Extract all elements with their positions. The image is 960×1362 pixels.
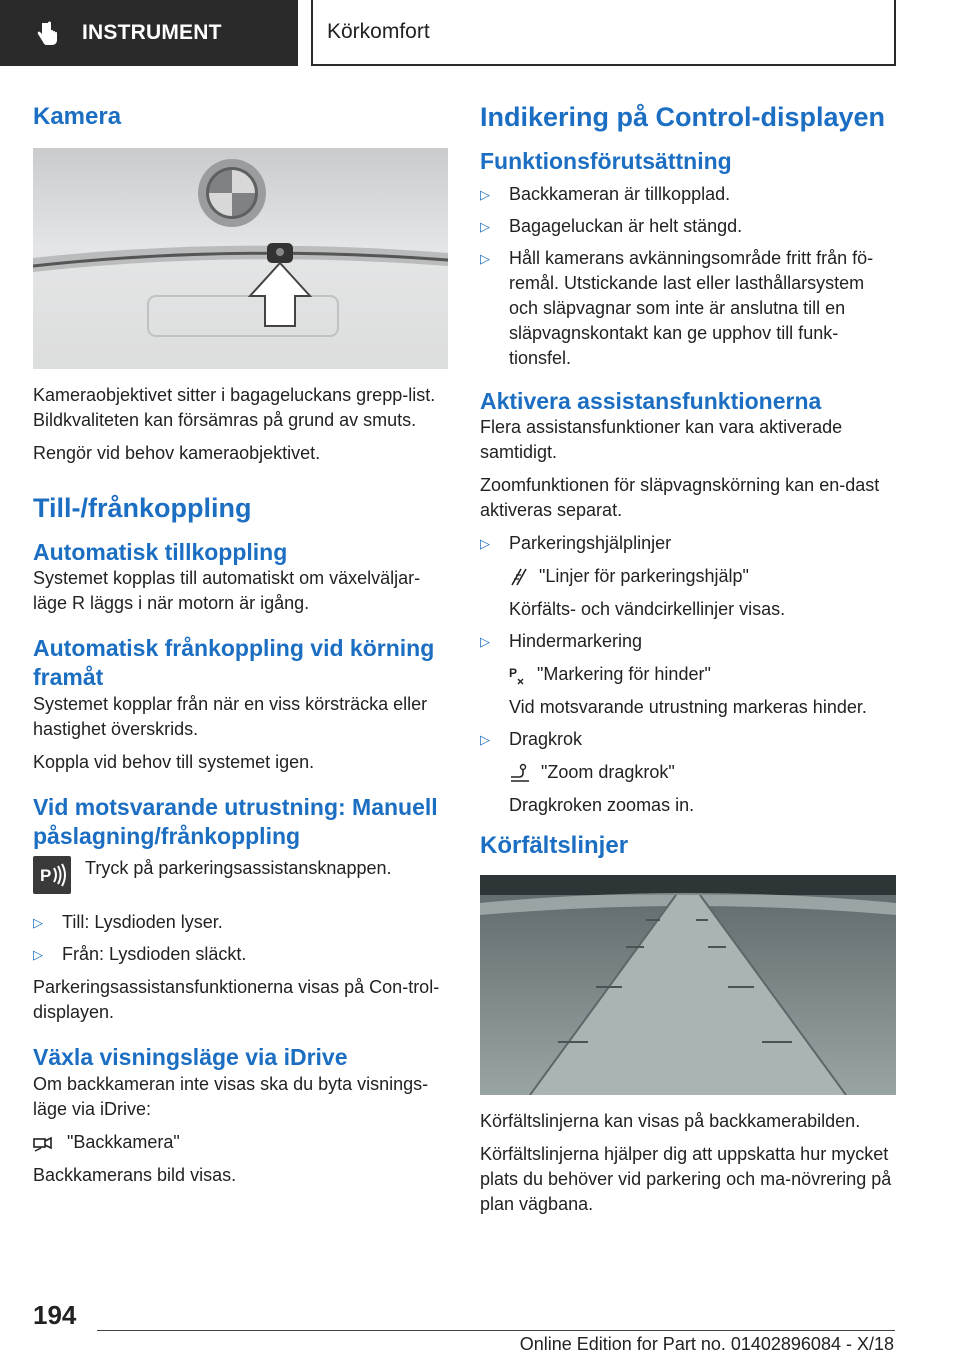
parking-lines-icon	[509, 567, 529, 587]
function-title: Dragkrok	[509, 729, 583, 750]
triangle-bullet-icon: ▷	[480, 732, 490, 748]
camera-heading: Kamera	[33, 103, 122, 130]
chapter-label: Körkomfort	[327, 20, 430, 43]
manual-list	[33, 910, 448, 967]
triangle-bullet-icon: ▷	[33, 947, 43, 963]
obstacle-marking-icon	[509, 665, 527, 685]
function-title: Parkeringshjälplinjer	[509, 533, 672, 554]
svg-text:P: P	[509, 665, 518, 680]
triangle-bullet-icon: ▷	[33, 915, 43, 931]
function-option-row: P "Markering för hinder"	[509, 664, 711, 685]
section-label: INSTRUMENT	[82, 21, 222, 44]
camera-text-2: Rengör vid behov kameraobjektivet.	[33, 442, 321, 463]
manual-heading: Vid motsvarande utrustning: Manuell påslagning/frånkoppling	[33, 793, 438, 849]
function-option-row: "Zoom dragkrok"	[509, 760, 896, 785]
triangle-bullet-icon: ▷	[480, 218, 490, 234]
function-option-row: "Linjer för parkeringshjälp"	[509, 564, 896, 589]
triangle-bullet-icon: ▷	[480, 536, 490, 552]
right-column	[480, 95, 896, 1225]
auto-on-heading: Automatisk tillkoppling	[33, 538, 288, 565]
list-item: ▷ Bagageluckan är helt stängd.	[480, 214, 896, 239]
triangle-bullet-icon: ▷	[480, 250, 490, 266]
function-result: Vid motsvarande utrustning markeras hinder.	[509, 697, 867, 718]
footer-divider	[97, 1330, 895, 1331]
list-item	[480, 629, 896, 720]
page-number: 194	[33, 1300, 77, 1330]
list-item: ▷ Till: Lysdioden lyser.	[33, 910, 448, 935]
triangle-bullet-icon: ▷	[480, 186, 490, 202]
triangle-bullet-icon: ▷	[480, 634, 490, 650]
idrive-heading: Växla visningsläge via iDrive	[33, 1044, 348, 1071]
hitch-zoom-icon	[509, 763, 531, 783]
auto-on-text: Systemet kopplas till automatiskt om växelväljar-läge R läggs i när motorn är igång.	[33, 568, 421, 614]
backup-camera-icon	[33, 1133, 57, 1153]
camera-photo	[33, 148, 448, 369]
list-item	[480, 727, 896, 818]
manual-button-text: Tryck på parkeringsassistansknappen.	[85, 858, 392, 879]
lanes-text-1: Körfältslinjerna kan visas på backkamerabilden.	[480, 1111, 861, 1132]
activate-text-1: Flera assistansfunktioner kan vara aktiverade samtidigt.	[480, 417, 843, 463]
svg-text:P: P	[40, 866, 52, 886]
idrive-option-row	[33, 1130, 448, 1155]
auto-off-heading: Automatisk frånkoppling vid körning framåt	[33, 635, 435, 691]
function-title: Hindermarkering	[509, 631, 643, 652]
hand-pointer-icon	[36, 21, 58, 45]
camera-text-1: Kameraobjektivet sitter i bagageluckans grepp-list. Bildkvaliteten kan försämras på grund av smuts.	[33, 384, 436, 430]
lanes-text-2: Körfältslinjerna hjälper dig att uppskatta hur mycket plats du behöver vid parkering och ma-növrering på plan vägbana.	[480, 1144, 892, 1215]
idrive-text: Om backkameran inte visas ska du byta visnings-läge via iDrive:	[33, 1074, 429, 1120]
auto-off-text-1: Systemet kopplar från när en viss körsträcka eller hastighet överskrids.	[33, 693, 428, 739]
idrive-result: Backkamerans bild visas.	[33, 1165, 237, 1186]
section-tab	[0, 0, 298, 66]
list-item: ▷ Håll kamerans avkänningsområde fritt från fö-remål. Utstickande last eller lasthållarsystem och släpvagnar som inte är anslutna till en släpvagnskontakt kan ge upphov till funk-tionsfel.	[480, 247, 874, 368]
list-item	[480, 531, 896, 622]
switch-heading: Till-/frånkoppling	[33, 492, 252, 523]
manual-after-text: Parkeringsassistansfunktionerna visas på Con-trol-displayen.	[33, 977, 440, 1023]
prereq-heading: Funktionsförutsättning	[480, 147, 732, 174]
list-item: ▷ Från: Lysdioden släckt.	[33, 942, 448, 967]
chapter-tab	[311, 0, 896, 66]
function-result: Körfälts- och vändcirkellinjer visas.	[509, 599, 786, 620]
page-header	[0, 0, 960, 66]
edition-text: Online Edition for Part no. 01402896084 - X/18	[519, 1334, 894, 1354]
list-item: ▷ Backkameran är tillkopplad.	[480, 182, 896, 207]
activate-text-2: Zoomfunktionen för släpvagnskörning kan en-dast aktiveras separat.	[480, 475, 880, 521]
function-result: Dragkroken zoomas in.	[509, 795, 695, 816]
manual-button-row	[33, 856, 448, 894]
functions-list	[480, 531, 896, 818]
lanes-photo	[480, 875, 896, 1095]
lanes-heading: Körfältslinjer	[480, 832, 629, 860]
auto-off-text-2: Koppla vid behov till systemet igen.	[33, 751, 315, 772]
left-column	[33, 95, 448, 1196]
activate-heading: Aktivera assistansfunktionerna	[480, 387, 822, 414]
prereq-list	[480, 182, 896, 371]
parking-assist-button-icon	[33, 856, 71, 894]
idrive-option: "Backkamera"	[67, 1132, 180, 1153]
display-heading: Indikering på Control-displayen	[480, 102, 886, 132]
